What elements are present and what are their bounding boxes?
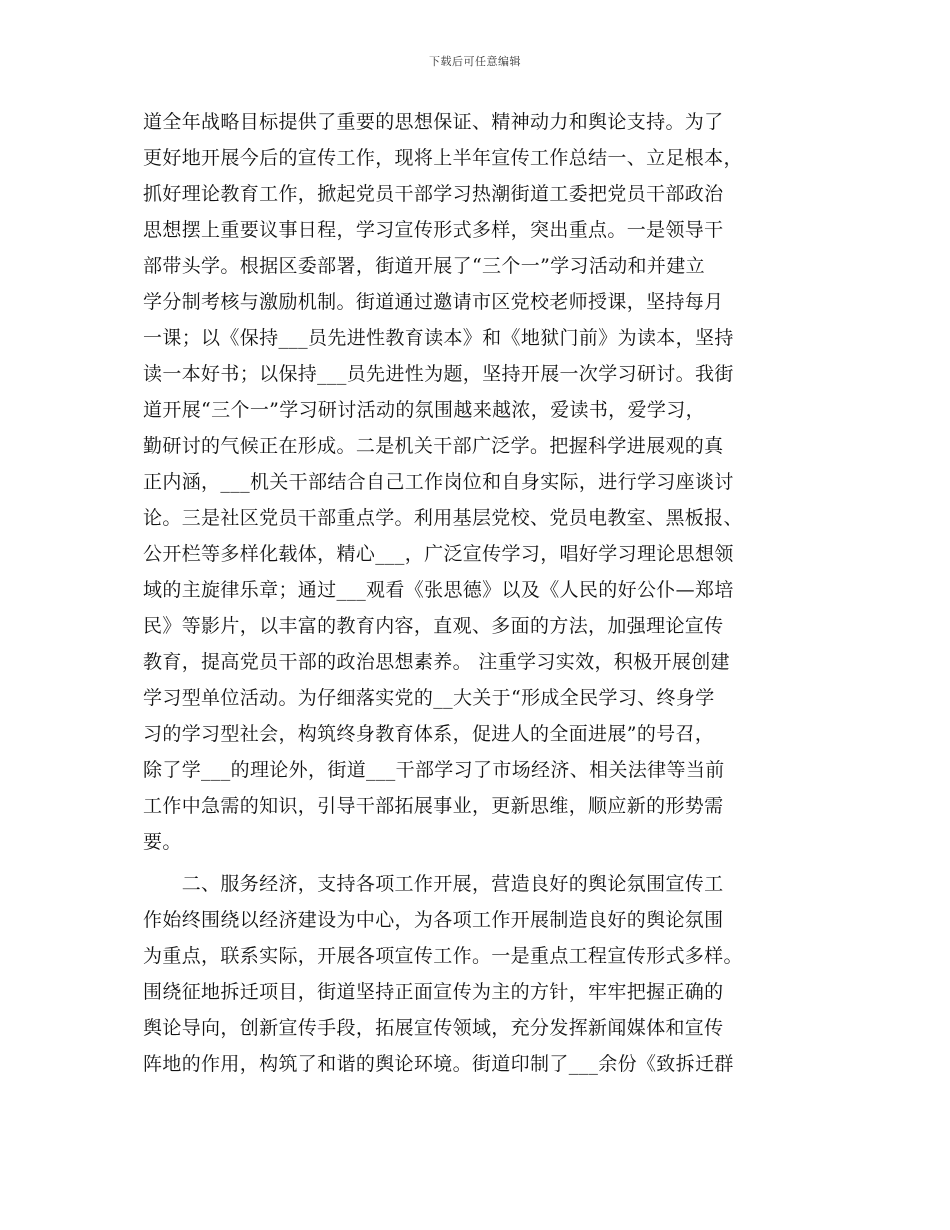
text-line: 教育，提高党员干部的政治思想素养。 注重学习实效，积极开展创建 xyxy=(143,651,730,673)
text-line: 一课；以《保持___员先进性教育读本》和《地狱门前》为读本，坚持 xyxy=(143,327,734,349)
text-line: 学习型单位活动。为仔细落实党的__大关于“形成全民学习、终身学 xyxy=(143,687,715,709)
text-line: 工作中急需的知识，引导干部拓展事业，更新思维，顺应新的形势需 xyxy=(143,795,724,817)
text-line: 域的主旋律乐章；通过___观看《张思德》以及《人民的好公仆—郑培 xyxy=(143,579,734,601)
text-line: 道开展“三个一”学习研讨活动的氛围越来越浓，爱读书，爱学习， xyxy=(143,399,705,421)
text-line: 学分制考核与激励机制。街道通过邀请市区党校老师授课，坚持每月 xyxy=(143,291,724,313)
text-line: 除了学___的理论外，街道___干部学习了市场经济、相关法律等当前 xyxy=(143,759,725,781)
text-line: 正内涵，___机关干部结合自己工作岗位和自身实际，进行学习座谈讨 xyxy=(143,471,734,493)
text-line: 围绕征地拆迁项目，街道坚持正面宣传为主的方针，牢牢把握正确的 xyxy=(143,981,724,1003)
text-line: 为重点，联系实际，开展各项宣传工作。一是重点工程宣传形式多样。 xyxy=(143,945,743,967)
header-note: 下载后可任意编辑 xyxy=(429,55,521,68)
text-line: 要。 xyxy=(143,831,182,853)
text-line: 读一本好书；以保持___员先进性为题，坚持开展一次学习研讨。我街 xyxy=(143,363,734,385)
text-line: 阵地的作用，构筑了和谐的舆论环境。街道印制了___余份《致拆迁群 xyxy=(143,1053,734,1075)
text-line: 公开栏等多样化载体，精心___，广泛宣传学习，唱好学习理论思想领 xyxy=(143,543,734,565)
text-line: 论。三是社区党员干部重点学。利用基层党校、党员电教室、黑板报、 xyxy=(143,507,743,529)
document-body xyxy=(143,104,807,1082)
text-line: 抓好理论教育工作，掀起党员干部学习热潮街道工委把党员干部政治 xyxy=(143,183,724,205)
text-line: 更好地开展今后的宣传工作，现将上半年宣传工作总结一、立足根本， xyxy=(143,147,743,169)
text-line: 二、服务经济，支持各项工作开展，营造良好的舆论氛围宣传工 xyxy=(143,873,724,895)
text-line: 作始终围绕以经济建设为中心，为各项工作开展制造良好的舆论氛围 xyxy=(143,909,724,931)
text-line: 勤研讨的气候正在形成。二是机关干部广泛学。把握科学进展观的真 xyxy=(143,435,724,457)
text-line: 道全年战略目标提供了重要的思想保证、精神动力和舆论支持。为了 xyxy=(143,111,724,133)
text-line: 舆论导向，创新宣传手段，拓展宣传领域，充分发挥新闻媒体和宣传 xyxy=(143,1017,724,1039)
text-line: 思想摆上重要议事日程，学习宣传形式多样，突出重点。一是领导干 xyxy=(143,219,724,241)
text-line: 民》等影片，以丰富的教育内容，直观、多面的方法，加强理论宣传 xyxy=(143,615,724,637)
text-line: 习的学习型社会，构筑终身教育体系，促进人的全面进展”的号召， xyxy=(143,723,715,745)
text-line: 部带头学。根据区委部署，街道开展了“三个一”学习活动和并建立 xyxy=(143,255,705,277)
